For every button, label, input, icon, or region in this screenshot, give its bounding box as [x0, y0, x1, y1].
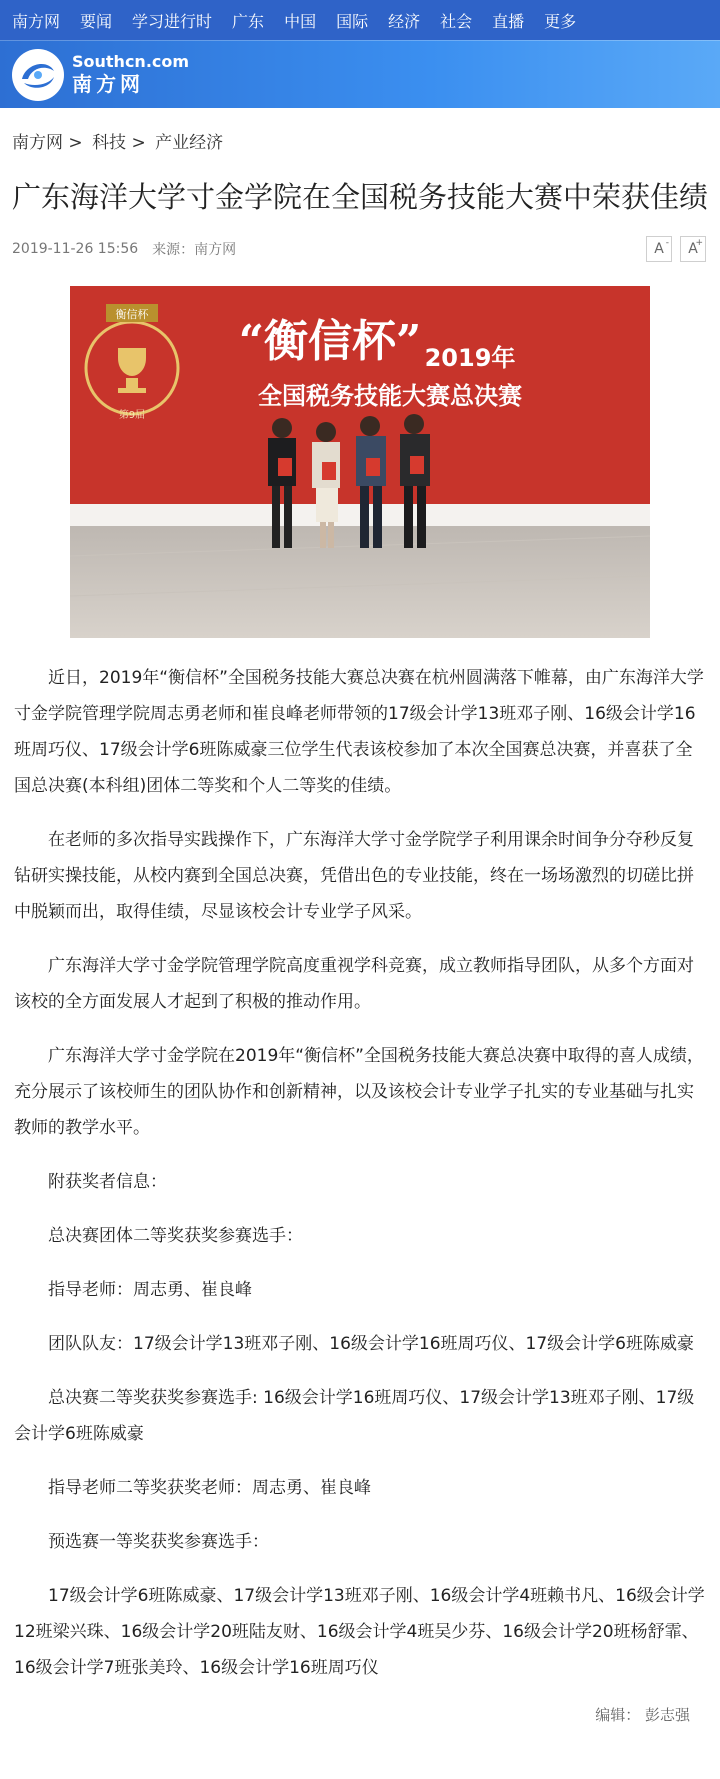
paragraph: 附获奖者信息： — [48, 1172, 167, 1192]
brand-name-en: Southcn.com — [72, 51, 190, 71]
article-title: 广东海洋大学寸金学院在全国税务技能大赛中荣获佳绩 — [12, 180, 709, 214]
brand-logo-text[interactable] — [72, 53, 189, 97]
article-meta — [0, 234, 720, 264]
font-larger-button[interactable] — [680, 236, 706, 262]
font-smaller-sign: - — [665, 238, 669, 248]
paragraph: 团队队友：17级会计学13班邓子刚、16级会计学16班周巧仪、17级会计学6班陈威豪 — [48, 1334, 694, 1354]
editor-credit: 编辑： 彭志强 — [595, 1706, 690, 1724]
badge-session-text: 第9届 — [118, 410, 146, 421]
paragraph: 17级会计学6班陈威豪、17级会计学13班邓子刚、16级会计学4班赖书凡、16级会计学12班梁兴珠、16级会计学20班陆友财、16级会计学4班吴少芬、16级会计学20班杨舒霏、16级会计学7班张美玲、16级会计学16班周巧仪 — [14, 1586, 705, 1678]
banner-title: “衡信杯” — [238, 316, 422, 367]
award-ceremony-photo — [70, 286, 650, 638]
nav-item-southcn[interactable]: 南方网 — [12, 11, 61, 31]
nav-item-economy[interactable]: 经济 — [388, 11, 421, 31]
banner-year: 2019年 — [424, 344, 516, 372]
paragraph: 在老师的多次指导实践操作下，广东海洋大学寸金学院学子利用课余时间争分夺秒反复钻研实操技能，从校内赛到全国总决赛，凭借出色的专业技能，终在一场场激烈的切磋比拼中脱颖而出，取得佳绩，尽显该校会计专业学子风采。 — [14, 830, 694, 922]
paragraph: 广东海洋大学寸金学院在2019年“衡信杯”全国税务技能大赛总决赛中取得的喜人成绩，充分展示了该校师生的团队协作和创新精神，以及该校会计专业学子扎实的专业基础与扎实教师的教学水平。 — [14, 1046, 704, 1138]
banner-subtitle: 全国税务技能大赛总决赛 — [258, 382, 522, 410]
paragraph: 总决赛二等奖获奖参赛选手: 16级会计学16班周巧仪、17级会计学13班邓子刚、17级会计学6班陈威豪 — [14, 1388, 695, 1444]
nav-item-guangdong[interactable]: 广东 — [232, 11, 265, 31]
nav-item-study[interactable]: 学习进行时 — [132, 11, 213, 31]
paragraph: 指导老师二等奖获奖老师：周志勇、崔良峰 — [48, 1478, 371, 1498]
font-larger-label: A — [688, 241, 698, 257]
font-smaller-button[interactable] — [646, 236, 672, 262]
nav-item-society[interactable]: 社会 — [440, 11, 473, 31]
breadcrumb-item-home[interactable]: 南方网 > — [12, 133, 83, 153]
paragraph: 指导老师：周志勇、崔良峰 — [48, 1280, 252, 1300]
southcn-swirl-logo-icon[interactable] — [12, 49, 64, 101]
paragraph: 总决赛团体二等奖获奖参赛选手： — [48, 1226, 303, 1246]
paragraph: 预选赛一等奖获奖参赛选手： — [48, 1532, 269, 1552]
breadcrumb — [0, 108, 720, 158]
article-source: 来源：南方网 — [152, 242, 237, 258]
breadcrumb-item-tech[interactable]: 科技 > — [92, 133, 146, 153]
paragraph: 近日，2019年“衡信杯”全国税务技能大赛总决赛在杭州圆满落下帷幕，由广东海洋大学寸金学院管理学院周志勇老师和崔良峰老师带领的17级会计学13班邓子刚、16级会计学16班周巧仪、17级会计学6班陈威豪三位学生代表该校参加了本次全国赛总决赛，并喜获了全国总决赛(本科组)团体二等奖和个人二等奖的佳绩。 — [14, 668, 704, 796]
breadcrumb-item-industry[interactable]: 产业经济 — [155, 133, 224, 153]
nav-item-international[interactable]: 国际 — [336, 11, 369, 31]
article-body — [0, 638, 720, 1686]
brand-name-cn: 南方网 — [72, 71, 144, 96]
brand-bar — [0, 40, 720, 108]
nav-item-china[interactable]: 中国 — [284, 11, 317, 31]
font-smaller-label: A — [654, 241, 664, 257]
paragraph: 广东海洋大学寸金学院管理学院高度重视学科竞赛，成立教师指导团队，从多个方面对该校的全方面发展人才起到了积极的推动作用。 — [14, 956, 694, 1012]
font-larger-sign: + — [695, 238, 703, 248]
publish-date: 2019-11-26 15:56 — [12, 241, 139, 257]
nav-item-news[interactable]: 要闻 — [80, 11, 113, 31]
top-nav — [0, 0, 720, 40]
nav-item-live[interactable]: 直播 — [492, 11, 525, 31]
badge-top-text: 衡信杯 — [115, 308, 149, 321]
nav-item-more[interactable]: 更多 — [544, 11, 577, 31]
